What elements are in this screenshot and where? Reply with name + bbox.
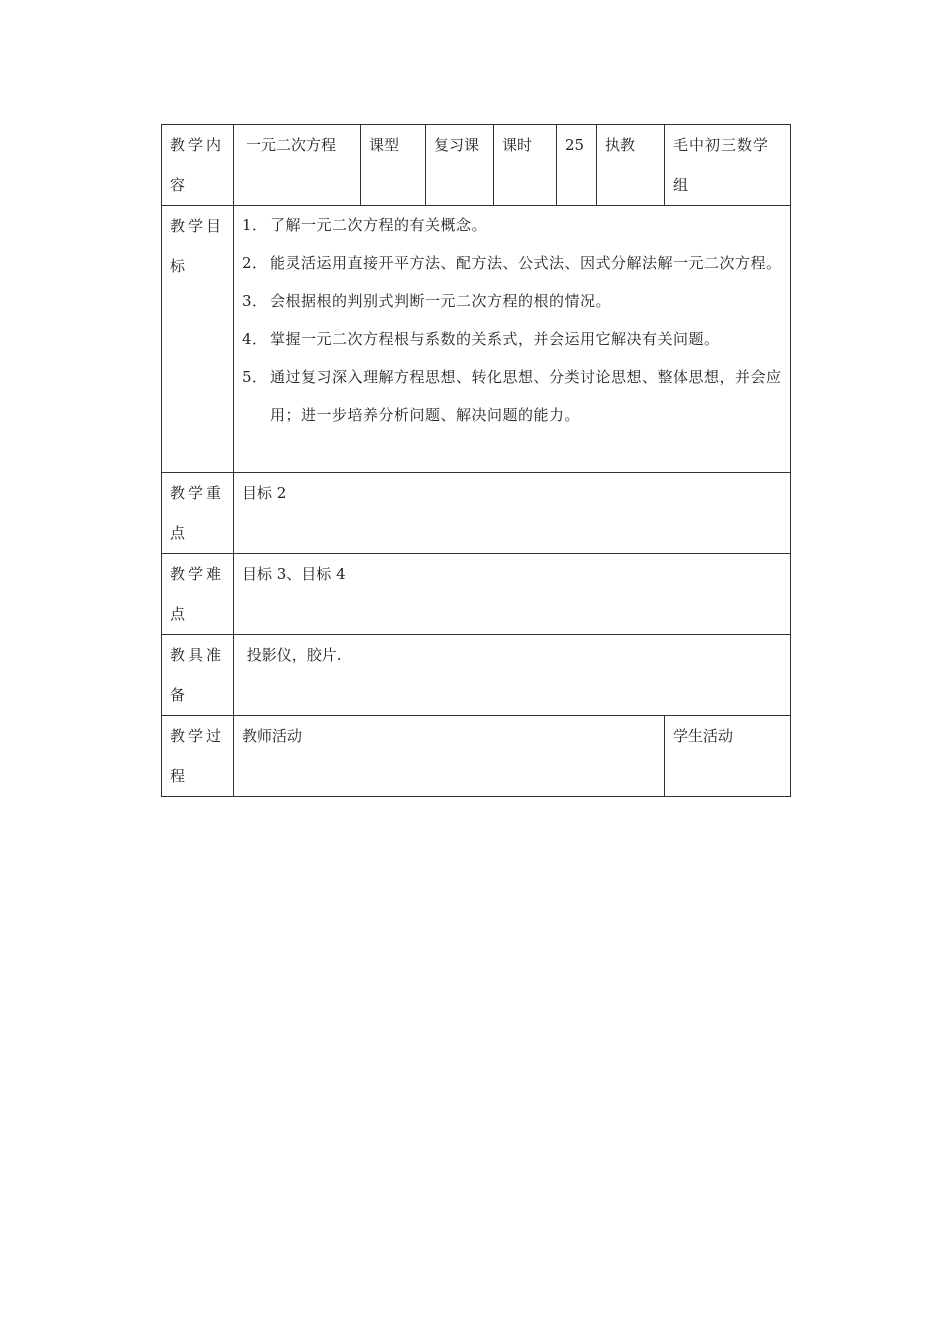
lesson-plan-table xyxy=(161,124,791,797)
goals-cell xyxy=(234,206,791,473)
content-label: 教学内容 xyxy=(162,125,234,206)
list-item: 2． 能灵活运用直接开平方法、配方法、公式法、因式分解法解一元二次方程。 xyxy=(242,254,782,272)
difficulties-label: 教学难点 xyxy=(162,554,234,635)
list-item: 4． 掌握一元二次方程根与系数的关系式，并会运用它解决有关问题。 xyxy=(242,330,720,348)
difficulties-value: 目标 3、目标 4 xyxy=(234,554,791,635)
process-label: 教学过程 xyxy=(162,716,234,797)
teacher-value: 毛中初三数学组 xyxy=(665,125,791,206)
goals-label: 教学目标 xyxy=(162,206,234,473)
key-points-value: 目标 2 xyxy=(234,473,791,554)
process-row xyxy=(162,716,791,797)
content-value: 一元二次方程 xyxy=(234,125,361,206)
goals-row xyxy=(162,206,791,473)
key-points-row xyxy=(162,473,791,554)
goal-list xyxy=(242,206,782,434)
difficulties-row xyxy=(162,554,791,635)
list-item: 5． 通过复习深入理解方程思想、转化思想、分类讨论思想、整体思想，并会应用；进一步培养分析问题、解决问题的能力。 xyxy=(242,368,782,424)
type-label: 课型 xyxy=(361,125,426,206)
teacher-label: 执教 xyxy=(597,125,665,206)
list-item: 3． 会根据根的判别式判断一元二次方程的根的情况。 xyxy=(242,292,612,310)
type-value: 复习课 xyxy=(426,125,494,206)
header-row xyxy=(162,125,791,206)
hours-label: 课时 xyxy=(494,125,557,206)
student-activity: 学生活动 xyxy=(665,716,791,797)
teacher-activity: 教师活动 xyxy=(234,716,665,797)
list-item: 1． 了解一元二次方程的有关概念。 xyxy=(242,216,488,234)
tools-value: 投影仪，胶片. xyxy=(234,635,791,716)
hours-value: 25 xyxy=(557,125,597,206)
tools-row xyxy=(162,635,791,716)
key-points-label: 教学重点 xyxy=(162,473,234,554)
tools-label: 教具准备 xyxy=(162,635,234,716)
